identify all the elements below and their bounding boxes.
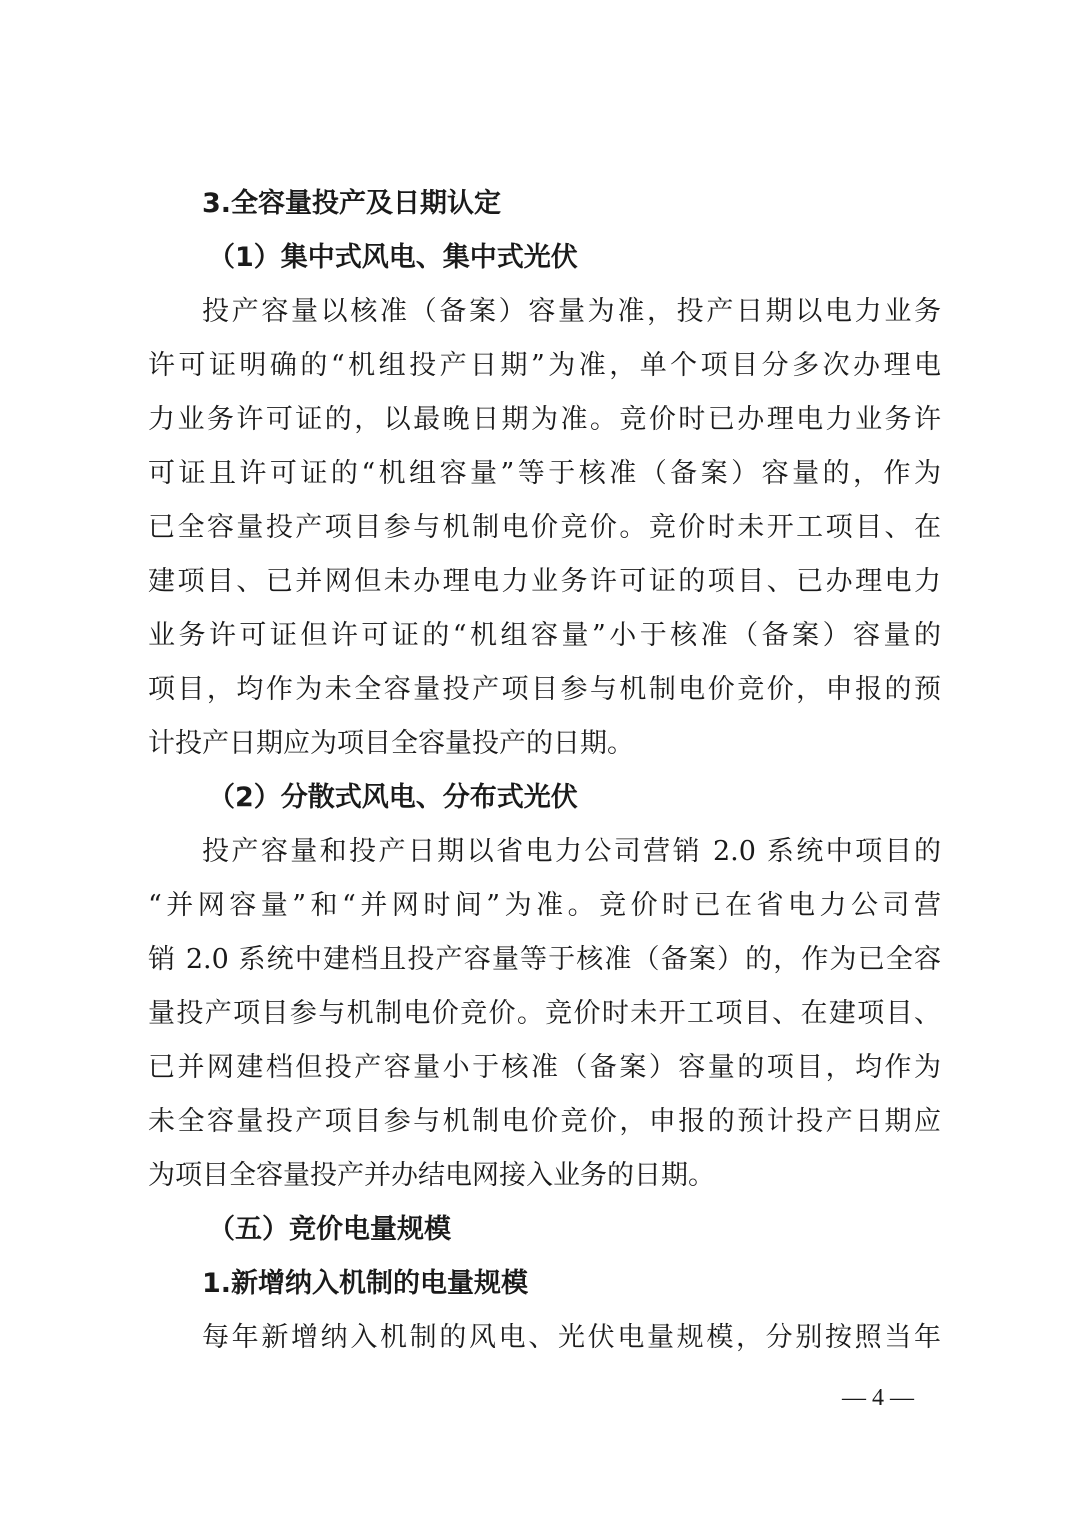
paragraph-line: 计投产日期应为项目全容量投产的日期。	[148, 728, 634, 759]
paragraph-line: 投产容量和投产日期以省电力公司营销 2.0 系统中项目的	[202, 836, 941, 867]
subsection-heading-2: （2）分散式风电、分布式光伏	[208, 782, 578, 813]
page-number: — 4 —	[842, 1385, 914, 1411]
paragraph-line: 业务许可证但许可证的“机组容量”小于核准（备案）容量的	[148, 620, 941, 651]
subsection-heading-1-dot: 1.新增纳入机制的电量规模	[202, 1268, 529, 1299]
section-heading-3: 3.全容量投产及日期认定	[202, 188, 502, 219]
paragraph-line: 为项目全容量投产并办结电网接入业务的日期。	[148, 1160, 715, 1191]
paragraph-line: 未全容量投产项目参与机制电价竞价，申报的预计投产日期应	[148, 1106, 941, 1137]
paragraph-line: 项目，均作为未全容量投产项目参与机制电价竞价，申报的预	[148, 674, 941, 705]
paragraph-line: 可证且许可证的“机组容量”等于核准（备案）容量的，作为	[148, 458, 941, 489]
paragraph-line: “并网容量”和“并网时间”为准。竞价时已在省电力公司营	[148, 890, 941, 921]
paragraph-line: 已全容量投产项目参与机制电价竞价。竞价时未开工项目、在	[148, 512, 941, 543]
subsection-heading-1: （1）集中式风电、集中式光伏	[208, 242, 578, 273]
section-heading-5: （五）竞价电量规模	[208, 1214, 451, 1245]
paragraph-line: 建项目、已并网但未办理电力业务许可证的项目、已办理电力	[148, 566, 941, 597]
paragraph-line: 许可证明确的“机组投产日期”为准，单个项目分多次办理电	[148, 350, 941, 381]
paragraph-line: 量投产项目参与机制电价竞价。竞价时未开工项目、在建项目、	[148, 998, 941, 1029]
paragraph-line: 投产容量以核准（备案）容量为准，投产日期以电力业务	[202, 296, 941, 327]
paragraph-line: 已并网建档但投产容量小于核准（备案）容量的项目，均作为	[148, 1052, 941, 1083]
paragraph-line: 每年新增纳入机制的风电、光伏电量规模，分别按照当年	[202, 1322, 941, 1353]
paragraph-line: 销 2.0 系统中建档且投产容量等于核准（备案）的，作为已全容	[148, 944, 941, 975]
paragraph-line: 力业务许可证的，以最晚日期为准。竞价时已办理电力业务许	[148, 404, 941, 435]
